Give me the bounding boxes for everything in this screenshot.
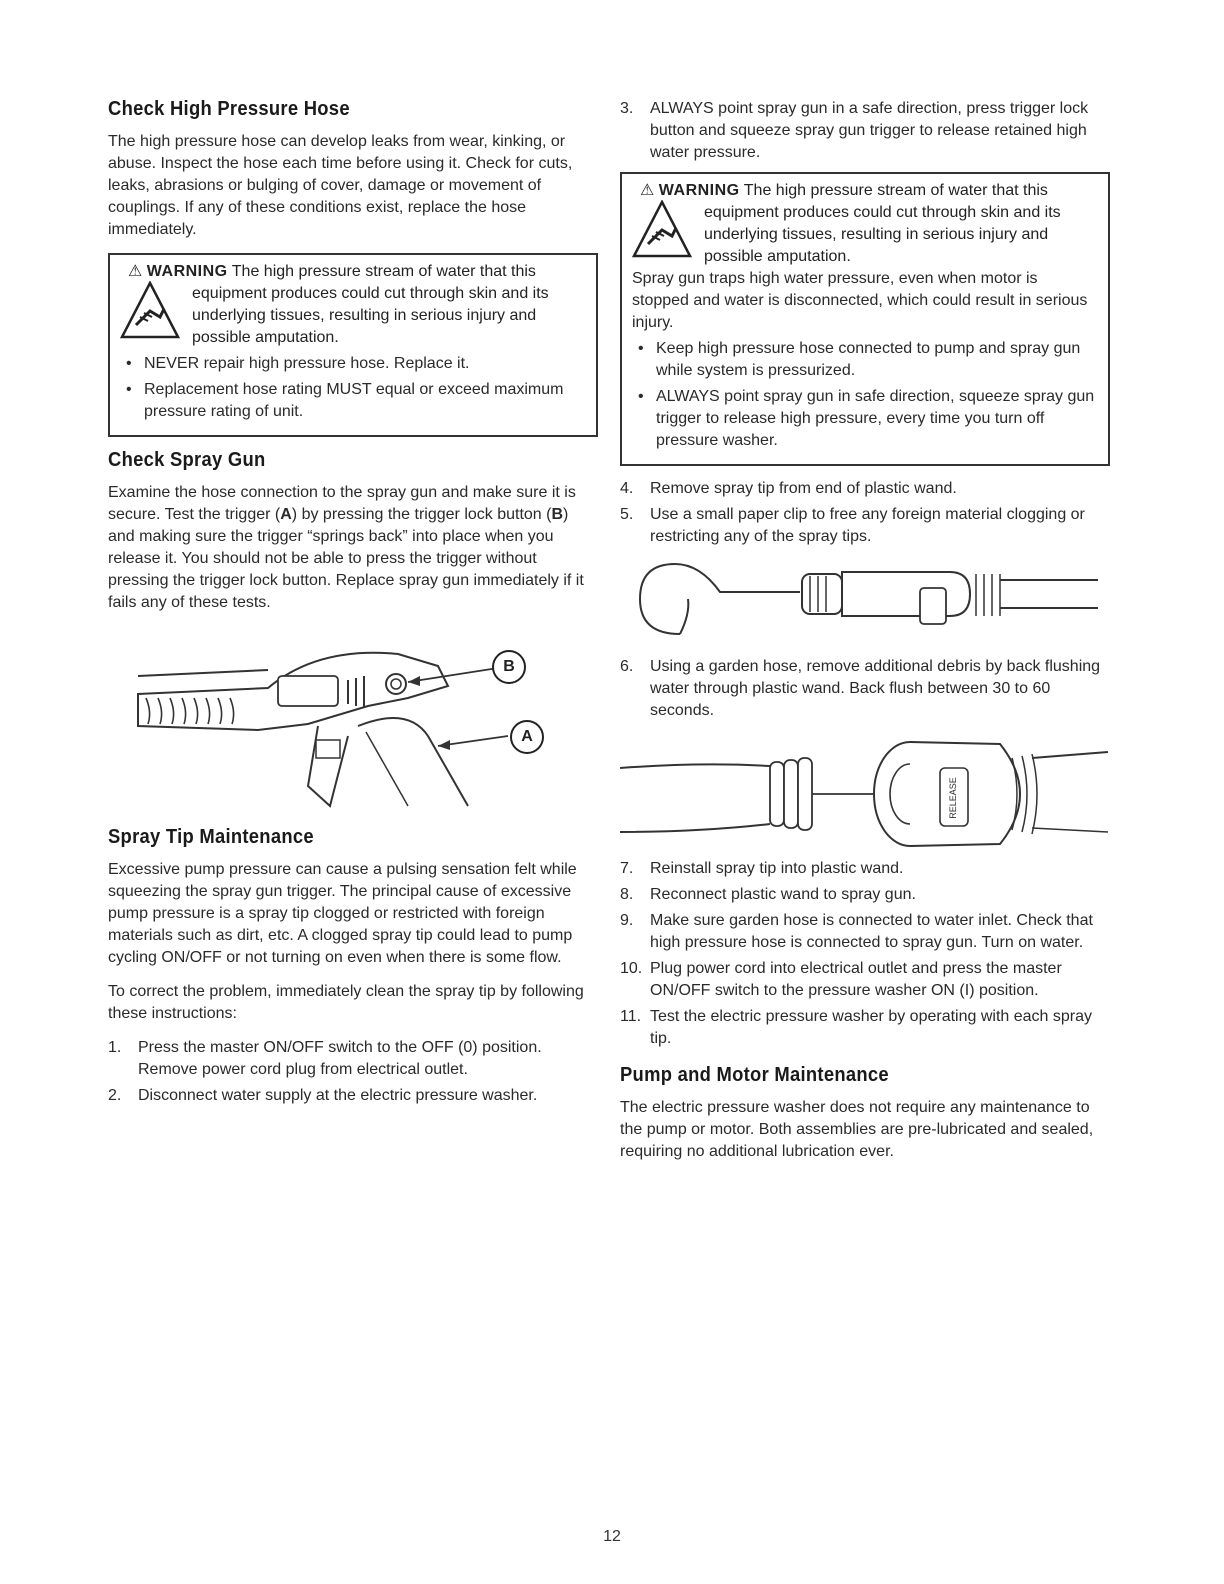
list-item: 11. Test the electric pressure washer by operating with each spray tip. [620, 1008, 1092, 1047]
release-label: RELEASE [948, 777, 958, 819]
warning-first-line: The high pressure stream of water that this [743, 182, 1048, 199]
list-item: 4. Remove spray tip from end of plastic wand. [620, 480, 957, 497]
list-item: 9. Make sure garden hose is connected to water inlet. Check that high pressure hose is connected to spray gun. Turn on water. [620, 912, 1093, 951]
step-6 [620, 656, 1110, 722]
warning-first-line: The high pressure stream of water that this [231, 263, 536, 280]
warning-bullet: • Keep high pressure hose connected to pump and spray gun while system is pressurized. [632, 338, 1098, 382]
list-item: 3. ALWAYS point spray gun in a safe direction, press trigger lock button and squeeze spray gun trigger to release retained high water pressure. [620, 100, 1089, 161]
callout-b: B [492, 650, 526, 684]
warning-text: equipment produces could cut through skin and its underlying tissues, resulting in serious injury and possible amputation. [704, 204, 1061, 265]
hose-paragraph: The high pressure hose can develop leaks from wear, kinking, or abuse. Inspect the hose each time before using it. Check for cuts, leaks, abrasions or bulging of cover, damage or movement of couplings. If any of these conditions exist, replace the hose immediately. [108, 133, 573, 238]
page-number: 12 [603, 1528, 621, 1545]
spray-tip-heading: Spray Tip Maintenance [108, 826, 314, 848]
right-column [620, 98, 1110, 1175]
warning-small-icon: ⚠ [640, 182, 655, 199]
list-item: 8. Reconnect plastic wand to spray gun. [620, 886, 916, 903]
pressure-warning-header [632, 180, 1098, 268]
paper-clip-figure [620, 554, 1110, 646]
list-item: 6. Using a garden hose, remove additional debris by back flushing water through plastic wand. Back flush between 30 to 60 seconds. [620, 658, 1101, 719]
list-item: 7. Reinstall spray tip into plastic wand. [620, 860, 904, 877]
pressure-warning-bullets [632, 338, 1098, 452]
spray-gun-heading: Check Spray Gun [108, 449, 266, 471]
list-item: 5. Use a small paper clip to free any foreign material clogging or restricting any of the spray tips. [620, 506, 1085, 545]
warning-text: equipment produces could cut through skin and its underlying tissues, resulting in serious injury and possible amputation. [192, 285, 549, 346]
left-column [108, 98, 598, 1111]
spray-gun-paragraph: Examine the hose connection to the spray gun and make sure it is secure. Test the trigger (A) by pressing the trigger lock button (B) and making sure the trigger “springs back” into place when you release it. You should not be able to press the trigger without pressing the trigger lock button. Replace spray gun immediately if it fails any of these tests. [108, 484, 584, 611]
warning-label: WARNING [658, 182, 740, 199]
step-3 [620, 98, 1110, 164]
wand-flush-illustration [620, 728, 1110, 848]
steps-4-5 [620, 478, 1110, 548]
pump-motor-heading: Pump and Motor Maintenance [620, 1064, 889, 1086]
pressure-warning-box [620, 172, 1110, 466]
spray-tip-paragraph-2: To correct the problem, immediately clean the spray tip by following these instructions: [108, 983, 584, 1022]
warning-bullet: • Replacement hose rating MUST equal or exceed maximum pressure rating of unit. [120, 379, 586, 423]
spray-gun-figure [108, 626, 598, 816]
cut-hazard-icon [120, 281, 180, 339]
hose-heading: Check High Pressure Hose [108, 98, 350, 120]
spray-tip-steps [108, 1037, 598, 1107]
hose-warning-bullets [120, 353, 586, 423]
warning-bullet: • ALWAYS point spray gun in safe direction, squeeze spray gun trigger to release high pressure, every time you turn off pressure washer. [632, 386, 1098, 452]
hose-warning-box [108, 253, 598, 437]
cut-hazard-icon [632, 200, 692, 258]
list-item: 2. Disconnect water supply at the electric pressure washer. [108, 1087, 538, 1104]
wand-flush-figure [620, 728, 1110, 848]
pump-motor-paragraph: The electric pressure washer does not require any maintenance to the pump or motor. Both assemblies are pre-lubricated and sealed, requiring no additional lubrication ever. [620, 1099, 1094, 1160]
spray-tip-paragraph-1: Excessive pump pressure can cause a pulsing sensation felt while squeezing the spray gun trigger. The principal cause of excessive pump pressure is a spray tip clogged or restricted with foreign materials such as dirt, etc. A clogged spray tip could lead to pump cycling ON/OFF or not turning on even when there is some flow. [108, 861, 577, 966]
warning-bullet: • NEVER repair high pressure hose. Replace it. [120, 353, 586, 375]
hose-warning-header [120, 261, 586, 349]
steps-7-11 [620, 858, 1110, 1050]
warning-extra-text: Spray gun traps high water pressure, even when motor is stopped and water is disconnected, which could result in serious injury. [632, 270, 1088, 331]
warning-small-icon: ⚠ [128, 263, 143, 280]
warning-label: WARNING [146, 263, 228, 280]
list-item: 1. Press the master ON/OFF switch to the OFF (0) position. Remove power cord plug from electrical outlet. [108, 1039, 542, 1078]
callout-a: A [510, 720, 544, 754]
list-item: 10. Plug power cord into electrical outlet and press the master ON/OFF switch to the pressure washer ON (I) position. [620, 960, 1062, 999]
paper-clip-illustration [620, 554, 1110, 646]
